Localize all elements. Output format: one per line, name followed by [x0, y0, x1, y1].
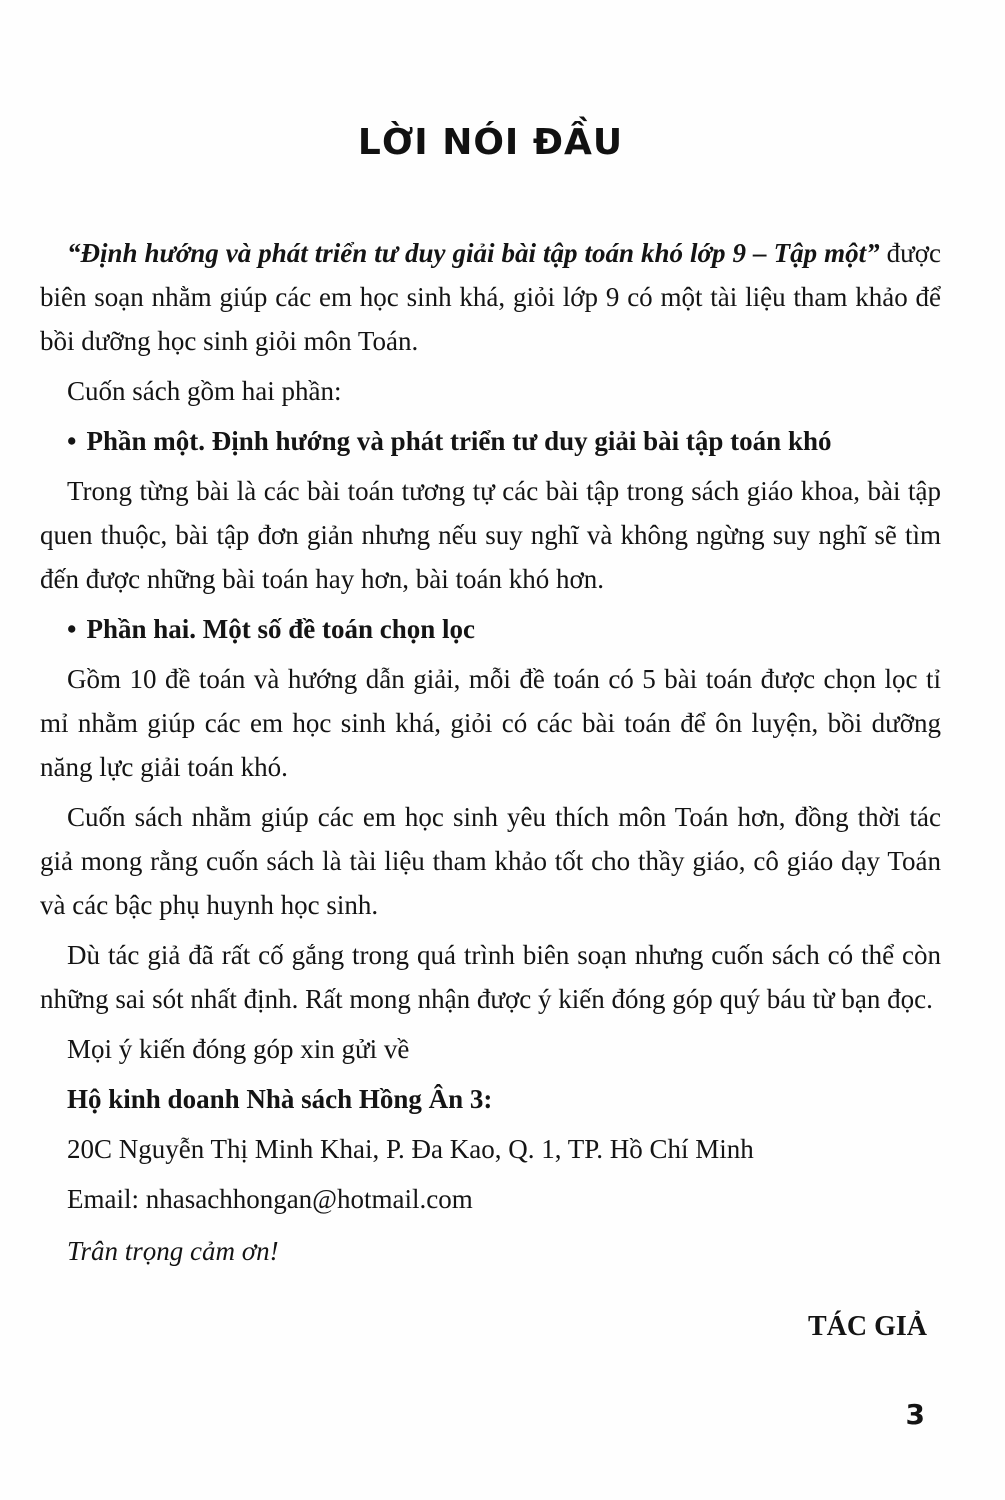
thanks-line: Trân trọng cảm ơn!: [67, 1236, 279, 1266]
bullet-icon: •: [67, 614, 77, 644]
bullet-icon: •: [67, 426, 77, 456]
publisher-name: Hộ kinh doanh Nhà sách Hồng Ân 3:: [67, 1084, 493, 1114]
apology-paragraph: Dù tác giả đã rất cố gắng trong quá trình biên soạn nhưng cuốn sách có thể còn những sai sót nhất định. Rất mong nhận được ý kiến đóng góp quý báu từ bạn đọc.: [40, 940, 941, 1014]
publisher-email: Email: nhasachhongan@hotmail.com: [67, 1184, 473, 1214]
book-title-quote: “Định hướng và phát triển tư duy giải bài tập toán khó lớp 9 – Tập một”: [67, 238, 880, 268]
feedback-line: Mọi ý kiến đóng góp xin gửi về: [67, 1034, 410, 1064]
parts-heading: Cuốn sách gồm hai phần:: [67, 376, 342, 406]
intro-paragraph-rest: được biên soạn nhằm giúp các em học sinh khá, giỏi lớp 9 có một tài liệu tham khảo để bồi dưỡng học sinh giỏi môn Toán.: [40, 238, 941, 356]
publisher-address: 20C Nguyễn Thị Minh Khai, P. Đa Kao, Q. 1, TP. Hồ Chí Minh: [67, 1134, 754, 1164]
aim-paragraph: Cuốn sách nhằm giúp các em học sinh yêu thích môn Toán hơn, đồng thời tác giả mong rằng cuốn sách là tài liệu tham khảo tốt cho thầy giáo, cô giáo dạy Toán và các bậc phụ huynh học sinh.: [40, 802, 941, 920]
page-title: LỜI NÓI ĐẦU: [357, 122, 624, 163]
part-one-description: Trong từng bài là các bài toán tương tự các bài tập trong sách giáo khoa, bài tập quen thuộc, bài tập đơn giản nhưng nếu suy nghĩ và không ngừng suy nghĩ sẽ tìm đến được những bài toán hay hơn, bài toán khó hơn.: [40, 476, 941, 594]
intro-paragraph: [40, 231, 941, 363]
author-signature: TÁC GIẢ: [807, 1311, 927, 1342]
part-two-description: Gồm 10 đề toán và hướng dẫn giải, mỗi đề toán có 5 bài toán được chọn lọc tỉ mỉ nhằm giúp các em học sinh khá, giỏi có các bài toán để ôn luyện, bồi dưỡng năng lực giải toán khó.: [40, 664, 941, 782]
page-number: 3: [905, 1398, 925, 1431]
part-two-heading-label: Phần hai. Một số đề toán chọn lọc: [86, 614, 475, 644]
part-one-heading-label: Phần một. Định hướng và phát triển tư duy giải bài tập toán khó: [86, 426, 832, 456]
part-two-heading: [40, 607, 941, 651]
part-one-heading: [40, 419, 941, 463]
